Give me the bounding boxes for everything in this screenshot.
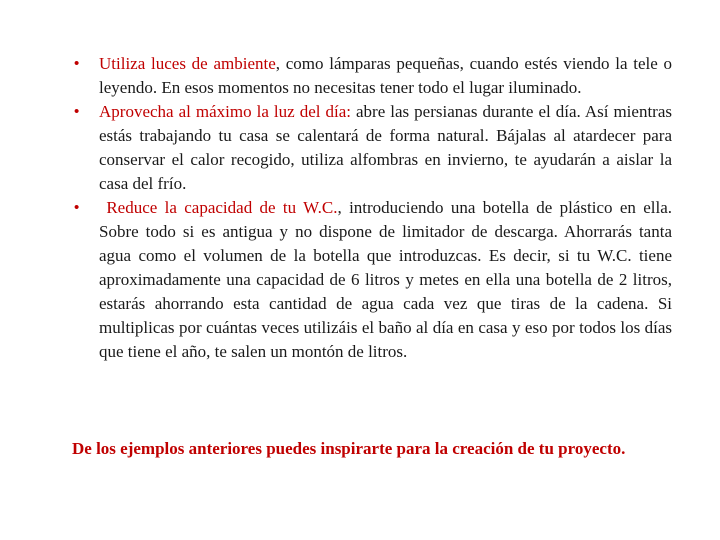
conclusion-text: De los ejemplos anteriores puedes inspirarte para la creación de tu proyecto. bbox=[72, 439, 626, 458]
tip-daylight bbox=[72, 100, 672, 196]
tips-list bbox=[72, 52, 672, 364]
bullet-icon: • bbox=[74, 103, 80, 120]
tip-text: , como lámparas pequeñas, cuando estés viendo la tele o leyendo. En esos momentos no necesitas tener todo el lugar iluminado. bbox=[99, 54, 673, 97]
tip-text: , introduciendo una botella de plástico en ella. Sobre todo si es antigua y no dispone de limitador de descarga. Ahorrarás tanta agua como el volumen de la botella que introduzcas. Es decir, si tu W.C. tiene aproximadamente una capacidad de 6 litros y metes en ella una botella de 2 litros, estarás ahorrando esta cantidad de agua cada vez que tiras de la cadena. Si multiplicas por cuántas veces utilizáis el baño al día en casa y eso por todos los días que tiene el año, te salen un montón de litros. bbox=[99, 198, 673, 361]
tip-title: Aprovecha al máximo la luz del día: bbox=[99, 102, 351, 121]
tip-title: Utiliza luces de ambiente bbox=[99, 54, 276, 73]
tip-text: abre las persianas durante el día. Así mientras estás trabajando tu casa se calentará de forma natural. Bájalas al atardecer para conservar el calor recogido, utiliza alfombras en invierno, te ayudarán a aislar la casa del frío. bbox=[99, 102, 673, 193]
bullet-icon: • bbox=[74, 55, 80, 72]
tip-wc-capacity bbox=[72, 196, 672, 364]
tip-title: Reduce la capacidad de tu W.C. bbox=[106, 198, 338, 217]
bullet-icon: • bbox=[74, 199, 80, 216]
tip-ambient-lights bbox=[72, 52, 672, 100]
